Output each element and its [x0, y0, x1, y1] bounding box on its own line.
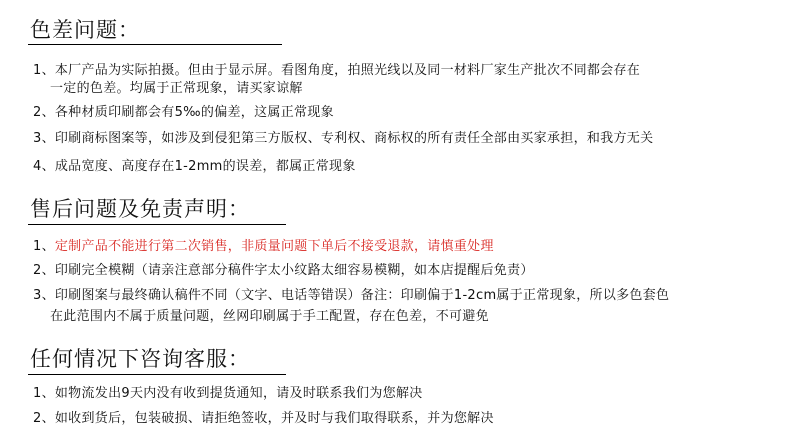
item-text: 印刷商标图案等，如涉及到侵犯第三方版权、专利权、商标权的所有责任全部由买家承担，和我方无关 — [54, 131, 654, 146]
item-number: 2、 — [33, 105, 55, 120]
item-number: 3、 — [33, 131, 55, 146]
item-number: 1、 — [33, 386, 55, 401]
item-text: 如收到货后，包装破损、请拒绝签收，并及时与我们取得联系，并为您解决 — [54, 411, 494, 426]
item-number: 2、 — [33, 263, 55, 278]
list-item — [33, 238, 494, 256]
contact-service-divider — [28, 374, 286, 375]
list-item — [33, 287, 669, 305]
item-continuation: 一定的色差。均属于正常现象，请买家谅解 — [50, 81, 303, 96]
item-text: 各种材质印刷都会有5‰的偏差，这属正常现象 — [54, 105, 334, 120]
contact-service-heading: 任何情况下咨询客服： — [30, 347, 250, 371]
list-item — [33, 130, 653, 148]
item-continuation: 在此范围内不属于质量问题，丝网印刷属于手工配置，存在色差，不可避免 — [50, 309, 489, 324]
item-text-warning: 定制产品不能进行第二次销售，非质量问题下单后不接受退款，请慎重处理 — [54, 239, 494, 254]
item-number: 4、 — [33, 159, 55, 174]
list-item — [33, 104, 334, 122]
list-item — [33, 385, 423, 403]
color-difference-divider — [28, 44, 282, 45]
list-item — [33, 410, 494, 428]
item-number: 1、 — [33, 63, 55, 78]
list-item — [33, 158, 356, 176]
after-sales-divider — [28, 224, 286, 225]
item-text: 印刷完全模糊（请亲注意部分稿件字太小纹路太细容易模糊，如本店提醒后免责） — [54, 263, 534, 278]
item-text: 成品宽度、高度存在1-2mm的误差，都属正常现象 — [54, 159, 356, 174]
item-number: 2、 — [33, 411, 55, 426]
item-text: 印刷图案与最终确认稿件不同（文字、电话等错误）备注：印刷偏于1-2cm属于正常现象，所以多色套色 — [54, 288, 670, 303]
list-item — [33, 262, 534, 280]
color-difference-heading: 色差问题： — [30, 18, 140, 42]
after-sales-heading: 售后问题及免责声明： — [30, 197, 250, 221]
list-item — [33, 62, 640, 80]
item-number: 3、 — [33, 288, 55, 303]
item-text: 如物流发出9天内没有收到提货通知，请及时联系我们为您解决 — [54, 386, 423, 401]
item-number: 1、 — [33, 239, 55, 254]
item-text: 本厂产品为实际拍摄。但由于显示屏。看图角度，拍照光线以及同一材料厂家生产批次不同都会存在 — [54, 63, 641, 78]
